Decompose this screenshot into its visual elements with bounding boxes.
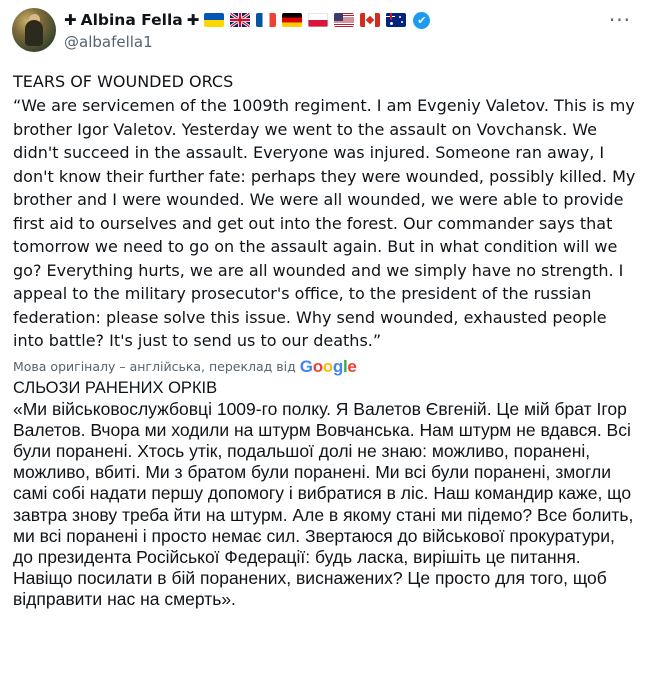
germany-flag-icon	[282, 13, 302, 27]
canada-flag-icon	[360, 13, 380, 27]
author-name[interactable]: Albina Fella	[80, 11, 183, 29]
post-text-en: “We are servicemen of the 1009th regiment. I am Evgeniy Valetov. This is my brother Igor Valetov. Yesterday we went to the assault on Vovchansk. We didn't succeed in the assault. Everyone was injured. Someone ran away, I don't know their further fate: perhaps they were wounded, possibly killed. My brother and I were wounded. We were all wounded, we were able to provide first aid to ourselves and get out into the forest. Our commander says that tomorrow we need to go on the assault again. But in what condition will we go? Everything hurts, we are all wounded and we simply have no strength. I appeal to the military prosecutor's office, to the president of the russian federation: please solve this issue. Why send wounded, exhausted people into battle? It's just to send us to our deaths.”	[13, 96, 636, 350]
uk-flag-icon	[230, 13, 250, 27]
verified-badge-icon: ✔	[413, 12, 430, 29]
post-text-uk: «Ми військовослужбовці 1009-го полку. Я Валетов Євгеній. Це мій брат Ігор Валетов. Вчора ми ходили на штурм Вовчанська. Нам штурм не вдався. Всі були поранені. Хтось утік, подальшої долі не знаю: можливо, поранені, можливо, вбиті. Ми з братом були поранені. Ми всі були поранені, змогли самі собі надати першу допомогу і вибратися в ліс. Наш командир каже, що завтра знову треба йти на штурм. Але в якому стані ми підемо? Все болить, ми всі поранені і просто немає сил. Звертаюся до військової прокуратури, до президента Російської Федерації: будь ласка, вирішіть це питання. Навіщо посилати в бій поранених, виснажених? Це просто для того, щоб відправити нас на смерть».	[13, 398, 634, 610]
avatar-figure	[25, 20, 43, 46]
google-logo-icon: Google	[299, 356, 357, 376]
translation-note[interactable]	[13, 356, 638, 378]
poland-flag-icon	[308, 13, 328, 27]
ukraine-flag-icon	[204, 13, 224, 27]
post-content	[13, 70, 638, 611]
avatar[interactable]	[12, 8, 56, 52]
france-flag-icon	[256, 13, 276, 27]
usa-flag-icon	[334, 13, 354, 27]
post-title-uk: СЛЬОЗИ РАНЕНИХ ОРКІВ	[13, 378, 218, 397]
author-handle[interactable]: @albafella1	[64, 33, 153, 51]
cross-icon: ✚	[186, 11, 200, 29]
cross-icon: ✚	[64, 11, 77, 29]
more-options-icon[interactable]: ···	[608, 8, 631, 32]
translation-note-text: Мова оригіналу – англійська, переклад від	[13, 359, 296, 374]
author-name-row[interactable]	[64, 9, 430, 31]
australia-flag-icon	[386, 13, 406, 27]
post-title-en: TEARS OF WOUNDED ORCS	[13, 72, 234, 91]
